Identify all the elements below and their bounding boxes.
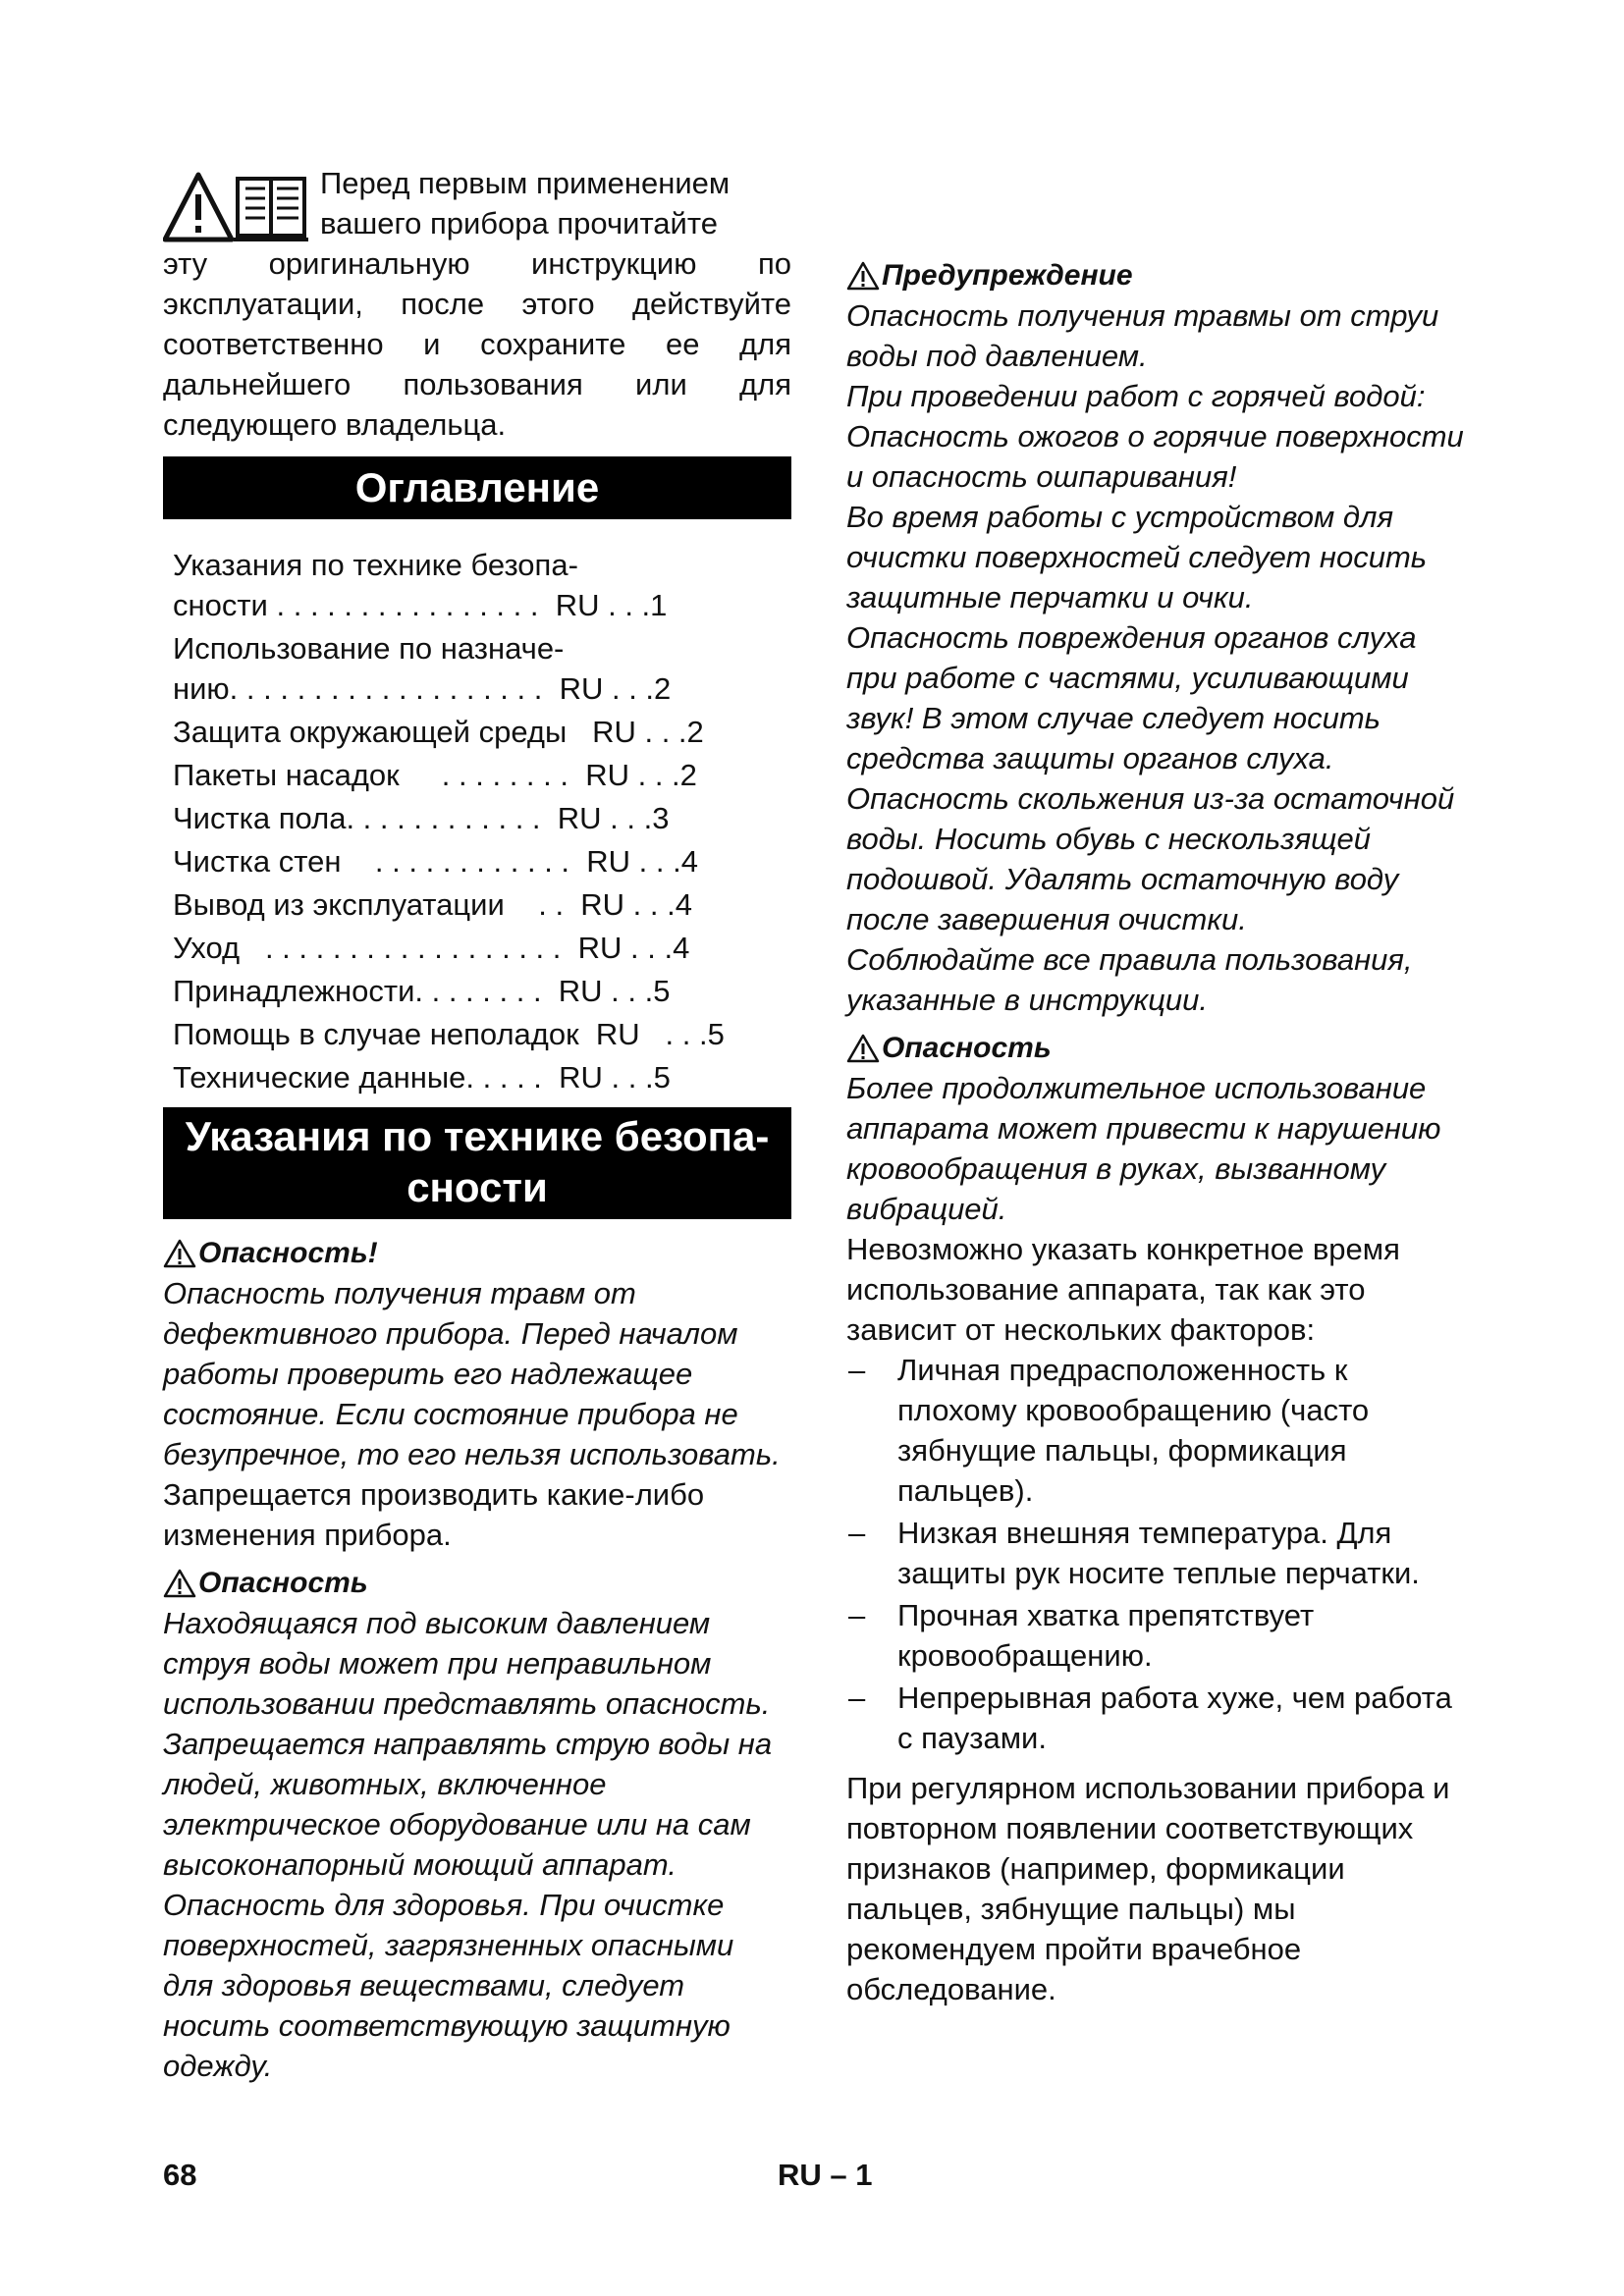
health-danger-text: Опасность для здоровья. При очистке поверхностей, загрязненных опасными для здоровья веществами, следует носить соответствующую защитную одежду. <box>163 1888 734 2083</box>
vibration-plain-text: Невозможно указать конкретное время использование аппарата, так как это зависит от нескольких факторов: <box>846 1232 1400 1347</box>
danger-text: Находящаяся под высоким давлением струя воды может при неправильном использовании представлять опасность. Запрещается направлять струю воды на людей, животных, включенное электрическое оборудование или на сам высоконапорный моющий аппарат. <box>163 1606 773 1882</box>
factors-list <box>846 1350 1475 1758</box>
warning-icon <box>846 260 880 292</box>
table-of-contents <box>163 545 791 1097</box>
bullet-dash: – <box>848 1681 866 1715</box>
danger-heading <box>846 1028 1475 1068</box>
toc-item[interactable]: Уход . . . . . . . . . . . . . . . . . . RU . . .4 <box>173 931 690 965</box>
safety-section-title <box>163 1107 791 1219</box>
danger-plain-text: Запрещается производить какие-либо изменения прибора. <box>163 1477 705 1552</box>
list-item <box>846 1595 1475 1676</box>
list-item-text: Личная предрасположенность к плохому кровообращению (часто зябнущие пальцы, формикация пальцев). <box>897 1353 1370 1508</box>
list-item <box>846 1513 1475 1593</box>
danger-heading <box>163 1563 791 1603</box>
toc-item[interactable]: Технические данные. . . . . RU . . .5 <box>173 1060 671 1095</box>
toc-item[interactable]: Чистка пола. . . . . . . . . . . . RU . . .3 <box>173 801 670 835</box>
bullet-dash: – <box>848 1516 866 1550</box>
intro-notice <box>163 163 791 445</box>
warning-icon <box>163 1568 196 1599</box>
toc-title: Оглавление <box>163 456 791 519</box>
toc-item[interactable]: Помощь в случае неполадок RU . . .5 <box>173 1017 725 1051</box>
page-code: RU – 1 <box>778 2158 873 2192</box>
warning-and-manual-icon <box>163 171 310 243</box>
danger-heading <box>163 1233 791 1273</box>
safety-title-line2: сности <box>406 1164 548 1210</box>
page-number: 68 <box>163 2158 197 2192</box>
warning-icon <box>846 1033 880 1064</box>
warning-paragraph: При проведении работ с горячей водой: Опасность ожогов о горячие поверхности и опасность ошпаривания! <box>846 379 1464 494</box>
left-column <box>163 163 791 2086</box>
danger-text: Опасность получения травм от дефективного прибора. Перед началом работы проверить его надлежащее состояние. Если состояние прибора не безупречное, то его нельзя использовать. <box>163 1276 781 1471</box>
danger-heading-label: Опасность <box>882 1032 1052 1064</box>
intro-text: эту оригинальную инструкцию по эксплуатации, после этого действуйте соответственно и сохраните ее для дальнейшего пользования или для следующего владельца. <box>163 246 791 442</box>
bullet-dash: – <box>848 1353 866 1387</box>
list-item-text: Непрерывная работа хуже, чем работа с паузами. <box>897 1681 1452 1755</box>
right-column <box>846 163 1475 2009</box>
warning-paragraph: Во время работы с устройством для очистки поверхностей следует носить защитные перчатки и очки. <box>846 500 1428 614</box>
list-item <box>846 1350 1475 1511</box>
warning-heading-label: Предупреждение <box>882 259 1133 292</box>
toc-item[interactable]: Вывод из эксплуатации . . RU . . .4 <box>173 887 692 922</box>
intro-first-lines: Перед первым применением вашего прибора прочитайте <box>320 166 731 240</box>
toc-item[interactable]: Использование по назначе- нию. . . . . . . . . . . . . . . . . . . RU . . .2 <box>173 631 672 706</box>
toc-item[interactable]: Принадлежности. . . . . . . . RU . . .5 <box>173 974 671 1008</box>
warning-heading <box>846 255 1475 295</box>
warning-icon <box>163 1238 196 1269</box>
list-item-text: Низкая внешняя температура. Для защиты рук носите теплые перчатки. <box>897 1516 1420 1590</box>
warning-paragraph: Опасность скольжения из-за остаточной воды. Носить обувь с нескользящей подошвой. Удалять остаточную воду после завершения очистки. <box>846 781 1455 936</box>
warning-paragraph: Опасность повреждения органов слуха при работе с частями, усиливающими звук! В этом случае следует носить средства защиты органов слуха. <box>846 620 1417 775</box>
closing-text: При регулярном использовании прибора и повторном появлении соответствующих признаков (например, формикации пальцев, зябнущие пальцы) мы рекомендуем пройти врачебное обследование. <box>846 1771 1450 2006</box>
bullet-dash: – <box>848 1598 866 1632</box>
safety-title-line1: Указания по технике безопа- <box>185 1113 770 1159</box>
vibration-danger-text: Более продолжительное использование аппарата может привести к нарушению кровообращения в руках, вызванному вибрацией. <box>846 1071 1441 1226</box>
warning-paragraph: Соблюдайте все правила пользования, указанные в инструкции. <box>846 942 1413 1017</box>
warning-paragraph: Опасность получения травмы от струи воды под давлением. <box>846 298 1439 373</box>
toc-item[interactable]: Чистка стен . . . . . . . . . . . . RU . . .4 <box>173 844 698 879</box>
toc-item[interactable]: Пакеты насадок . . . . . . . . RU . . .2 <box>173 758 697 792</box>
danger-heading-label: Опасность! <box>198 1237 378 1269</box>
toc-item[interactable]: Указания по технике безопа- сности . . . . . . . . . . . . . . . . RU . . .1 <box>173 548 668 622</box>
toc-item[interactable]: Защита окружающей среды RU . . .2 <box>173 715 704 749</box>
list-item <box>846 1678 1475 1758</box>
list-item-text: Прочная хватка препятствует кровообращению. <box>897 1598 1315 1673</box>
danger-heading-label: Опасность <box>198 1567 368 1599</box>
